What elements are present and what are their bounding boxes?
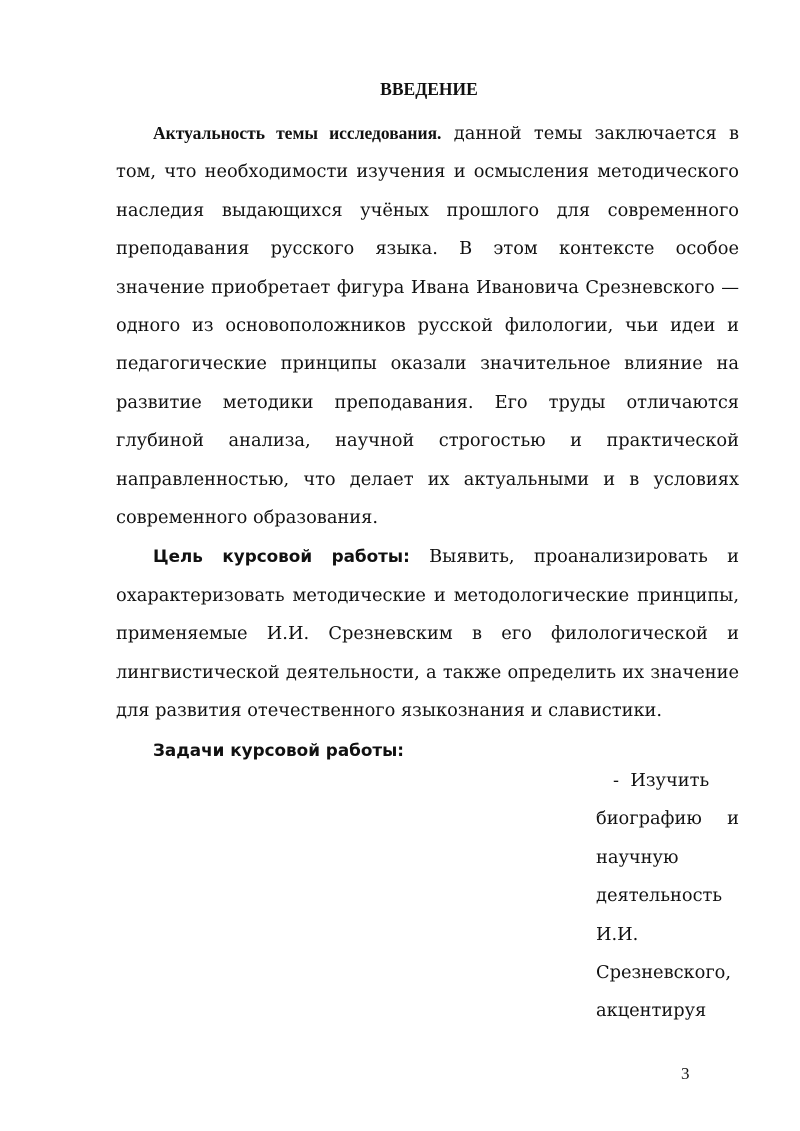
- page-title: ВВЕДЕНИЕ: [380, 79, 478, 99]
- task-word: и: [727, 808, 739, 830]
- task-dash: -: [613, 770, 620, 791]
- task-line-1: [596, 762, 739, 800]
- task-word: биографию: [596, 808, 702, 830]
- relevance-text: данной темы заключается в том, что необходимости изучения и осмысления методического наследия выдающихся учёных прошлого для современного преподавания русского языка. В этом контексте особое значение приобретает фигура Ивана Ивановича Срезневского — одного из основоположников русской филологии, чьи идеи и педагогические принципы оказали значительное влияние на развитие методики преподавания. Его труды отличаются глубиной анализа, научной строгостью и практической направленностью, что делает их актуальными и в условиях современного образования.: [116, 123, 739, 529]
- goal-paragraph: [116, 537, 739, 730]
- task-line-5: И.И.: [596, 923, 639, 945]
- tasks-label: Задачи курсовой работы:: [153, 739, 405, 760]
- task-line-3: научную: [596, 846, 679, 868]
- page-number: 3: [681, 1064, 690, 1083]
- relevance-paragraph: [116, 114, 739, 537]
- relevance-label: Актуальность темы исследования.: [153, 123, 442, 143]
- task-line-4: деятельность: [596, 885, 723, 907]
- task-line-2: [596, 800, 739, 838]
- task-word: Изучить: [630, 770, 710, 791]
- goal-label: Цель курсовой работы:: [153, 546, 410, 567]
- task-line-7: акцентируя: [596, 1000, 707, 1022]
- goal-text: Выявить, проанализировать и охарактеризовать методические и методологические принципы, применяемые И.И. Срезневским в его филологической и лингвистической деятельности, а также определить их значение для развития отечественного языкознания и славистики.: [116, 546, 739, 722]
- task-line-6: Срезневского,: [596, 962, 732, 984]
- task-list-item: [596, 762, 739, 1031]
- document-body: [116, 114, 739, 770]
